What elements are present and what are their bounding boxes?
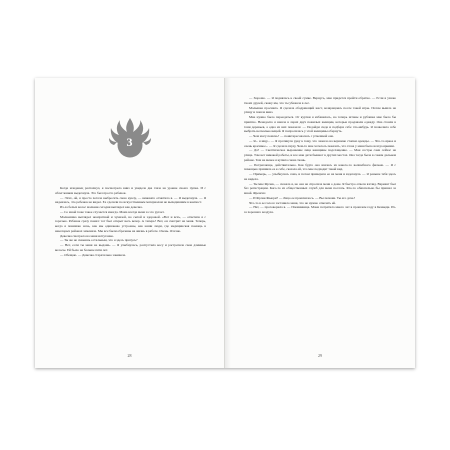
page-number: 28: [127, 353, 132, 358]
paragraph: Мне нужно было переодеться. От куртки я избавилась, но теперь штаны и рубашка мне было бы приятно. Ненадолго я нашла в ларях двух пожилых женщин, которые продавали одежду. Она стояли в тени деревьев, а одна из них показала: — Подойди сюда и подбери себе что-нибудь. Я позволила себе выбрать несколько вещей. Я попросилась у этой женщины обернуть.: [244, 115, 396, 134]
paragraph: Когда младенец распахнул, я посмотрела вниз и увидела два глаза на уровне своего пупка. И с облегчением выдохнула. Это был просто ребенок.: [55, 186, 206, 195]
paragraph: — Примерь, — улыбнулась сама, и потом примеряла ее на меня и вздохнула. — Я раньше тебя здесь не видела.: [244, 172, 396, 181]
paragraph: — Нет, если ты меня не выдашь. — Я улыбнулась, распустила косу и растрепала свои длинные волосы. Ей было не больше пяти лет.: [55, 243, 206, 252]
paragraph: — И Фрэнк Фьюри? — Лицо ее прояснилось. — Вы похожи. Ты его дочь?: [249, 195, 356, 200]
left-page: [35, 78, 225, 368]
paragraph: — Чем могу помочь? — поинтересовалась с усмешкой она.: [249, 134, 334, 138]
paragraph: — Да? — Скептическое выражение лица женщины подслащение. — Мои сестры сама сейчас на улице. Там нет никакой работы, и все мои дети бывают в других местах. Она тогда была в самом дальнем районе. Тем не менее я купила снова ткань.: [244, 148, 396, 162]
paragraph: Малышка просияла. Я сделала ободряющий жест, возвращаясь после такой игры. Потом вышла на улицу и пошла вниз.: [244, 105, 396, 115]
open-book: [35, 78, 415, 368]
chapter-number: 3: [126, 135, 133, 149]
right-page-text: [244, 96, 396, 215]
paragraph: — Хорошо. — Я поднялась к своей сумке. Вернусь, мне придется пройти обратно. — Если я узнаю твоих друзей, скажу им, что ты убежала в лес.: [244, 96, 396, 105]
paragraph: — Я... я ищу... — Я протянула руку к тому, что лежало на вершине стопки одежды. — Что-то яркое и очень красивое... — Я сделала паузу, Чем-то мне хотелось показать, что глаза у меня было всегда яркими.: [244, 138, 396, 148]
paragraph: — Нет, — проговорила я. — Племянница. Мама потратила много лет в прошлом году в Кеннеди. Из-за хорошего воздуха.: [244, 205, 396, 214]
chapter-ornament: [108, 116, 152, 162]
paragraph: Девочка смотрела на меня испуганно.: [60, 233, 114, 238]
page-number: 29: [318, 353, 322, 358]
paragraph: — Со мной тоже такое случается иногда. Мама всегда меня за это ругает.: [60, 209, 165, 214]
paragraph: — Эххх, ой, я просто хотела выбросить свою куклу, — виновато отметила я. — Я выдохнула. — Я надеялась, что ребенок не видел. Ее сделали по искусственным материалам не выходившим в компост.: [55, 195, 206, 205]
paragraph: — Ты же не скажешь остальным, что я здесь прячусь?: [60, 238, 138, 243]
left-page-text: [55, 186, 206, 257]
paragraph: Мальчишка выглядел неопрятной и чумазой, но сытой и здоровой. «Вот и всё», — ответила я с горечью. Ребенок сразу понял: тот был открыт весь вечер. А теперь? Вот, он смотрит на меня. Теперь, когда я понимаю ночь, как мы одинаково устроены, как наши люди, где медицинская помощь в некоторых районах заменяла. Мы все были обречены на жизнь в работе. Очень. Отечно.: [55, 214, 206, 233]
paragraph: Что-то в ее голосе заставило меня, что не нужно отвечать ей.: [249, 200, 336, 205]
right-page: [225, 78, 415, 368]
paragraph: Из-за белых волос мальчик сегодня выглядел как девочка.: [60, 205, 143, 209]
paragraph: — Ты мне Фрэнк, — сказала я, но она не спросила меня о доме. Я быстро отвела взгляд. Вариант был без регистрации. Кого-то из общественных служб для меня послать. Кто-то обязательно бы пришел за мной. Френсис.: [244, 181, 396, 195]
paragraph: — Потрясающе, действительно. Как будто она взялась из какого-то волшебного фильма. — Я с помощью пришила ее к себе, сказала ей, что мне подходит такой вид.: [244, 162, 396, 172]
paragraph: — Обещаю. — Девочка старательно закивала.: [60, 252, 126, 257]
